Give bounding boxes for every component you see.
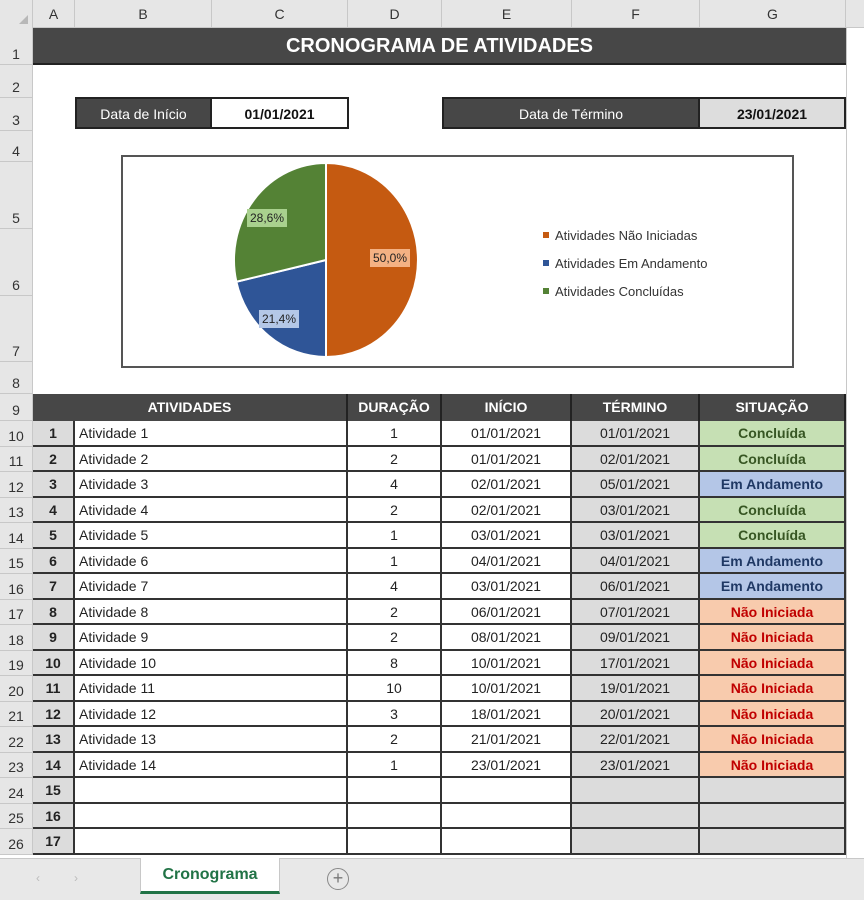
- column-header-g[interactable]: G: [700, 0, 846, 28]
- cell-ter[interactable]: 22/01/2021: [572, 727, 700, 753]
- row-header-6[interactable]: 6: [0, 229, 33, 296]
- legend-swatch-icon: [543, 260, 549, 266]
- cell-n[interactable]: 14: [33, 753, 75, 779]
- cell-ini[interactable]: 03/01/2021: [442, 523, 572, 549]
- cell-sit[interactable]: Concluída: [700, 447, 846, 473]
- row-header-17[interactable]: 17: [0, 600, 33, 626]
- cell-name[interactable]: Atividade 4: [75, 498, 348, 524]
- column-header-c[interactable]: C: [212, 0, 348, 28]
- row-header-15[interactable]: 15: [0, 549, 33, 575]
- row-header-11[interactable]: 11: [0, 447, 33, 473]
- cell-sit[interactable]: Não Iniciada: [700, 727, 846, 753]
- cell-name[interactable]: Atividade 13: [75, 727, 348, 753]
- cell-n[interactable]: 10: [33, 651, 75, 677]
- row-header-8[interactable]: 8: [0, 362, 33, 394]
- cell-name[interactable]: Atividade 5: [75, 523, 348, 549]
- column-header-d[interactable]: D: [348, 0, 442, 28]
- cell-ter[interactable]: [572, 829, 700, 855]
- cell-name[interactable]: Atividade 12: [75, 702, 348, 728]
- cell-n[interactable]: 13: [33, 727, 75, 753]
- row-header-14[interactable]: 14: [0, 523, 33, 549]
- cell-dur[interactable]: 2: [348, 447, 442, 473]
- cell-sit[interactable]: Não Iniciada: [700, 600, 846, 626]
- cell-name[interactable]: Atividade 11: [75, 676, 348, 702]
- cell-sit[interactable]: Não Iniciada: [700, 625, 846, 651]
- row-header-23[interactable]: 23: [0, 753, 33, 779]
- cell-sit[interactable]: [700, 804, 846, 830]
- cell-ini[interactable]: [442, 829, 572, 855]
- select-all-button[interactable]: [0, 0, 33, 28]
- slice-label-in-progress: 21,4%: [259, 310, 299, 328]
- cell-name[interactable]: [75, 778, 348, 804]
- cell-dur[interactable]: 1: [348, 421, 442, 447]
- cell-dur[interactable]: 1: [348, 523, 442, 549]
- cell-ini[interactable]: 10/01/2021: [442, 676, 572, 702]
- legend-swatch-icon: [543, 288, 549, 294]
- end-date-cell[interactable]: 23/01/2021: [698, 97, 846, 129]
- row-header-2[interactable]: 2: [0, 65, 33, 98]
- cell-n[interactable]: 11: [33, 676, 75, 702]
- cell-ter[interactable]: 03/01/2021: [572, 498, 700, 524]
- cell-ini[interactable]: 02/01/2021: [442, 472, 572, 498]
- cell-name[interactable]: Atividade 2: [75, 447, 348, 473]
- column-header-f[interactable]: F: [572, 0, 700, 28]
- cell-n[interactable]: 9: [33, 625, 75, 651]
- column-header-bar: [0, 0, 864, 28]
- cell-dur[interactable]: 10: [348, 676, 442, 702]
- row-header-18[interactable]: 18: [0, 625, 33, 651]
- cell-sit[interactable]: Em Andamento: [700, 472, 846, 498]
- cell-name[interactable]: Atividade 9: [75, 625, 348, 651]
- cell-sit[interactable]: Concluída: [700, 498, 846, 524]
- column-header-e[interactable]: E: [442, 0, 572, 28]
- cell-sit[interactable]: Em Andamento: [700, 549, 846, 575]
- row-header-25[interactable]: 25: [0, 804, 33, 830]
- cell-name[interactable]: Atividade 1: [75, 421, 348, 447]
- cell-n[interactable]: 6: [33, 549, 75, 575]
- row-header-22[interactable]: 22: [0, 727, 33, 753]
- row-header-7[interactable]: 7: [0, 296, 33, 362]
- cell-sit[interactable]: [700, 778, 846, 804]
- legend-item-in-progress: Atividades Em Andamento: [543, 249, 707, 277]
- cell-dur[interactable]: 4: [348, 472, 442, 498]
- cell-n[interactable]: 12: [33, 702, 75, 728]
- cell-name[interactable]: Atividade 6: [75, 549, 348, 575]
- cell-ter[interactable]: [572, 804, 700, 830]
- cell-sit[interactable]: Não Iniciada: [700, 702, 846, 728]
- cell-n[interactable]: 8: [33, 600, 75, 626]
- row-header-1[interactable]: 1: [0, 28, 33, 65]
- cell-n[interactable]: 15: [33, 778, 75, 804]
- cell-ini[interactable]: 23/01/2021: [442, 753, 572, 779]
- cell-ini[interactable]: 10/01/2021: [442, 651, 572, 677]
- row-header-4[interactable]: 4: [0, 131, 33, 162]
- cell-ini[interactable]: 18/01/2021: [442, 702, 572, 728]
- row-header-21[interactable]: 21: [0, 702, 33, 728]
- cell-ter[interactable]: 23/01/2021: [572, 753, 700, 779]
- cell-ini[interactable]: 08/01/2021: [442, 625, 572, 651]
- row-header-24[interactable]: 24: [0, 778, 33, 804]
- cell-sit[interactable]: Não Iniciada: [700, 753, 846, 779]
- cell-name[interactable]: Atividade 10: [75, 651, 348, 677]
- legend-item-not-started: Atividades Não Iniciadas: [543, 221, 707, 249]
- cell-ter[interactable]: 06/01/2021: [572, 574, 700, 600]
- cell-ini[interactable]: 03/01/2021: [442, 574, 572, 600]
- header-duracao: DURAÇÃO: [348, 394, 442, 421]
- cell-ter[interactable]: 02/01/2021: [572, 447, 700, 473]
- chart-legend: [543, 221, 707, 305]
- cell-n[interactable]: 16: [33, 804, 75, 830]
- next-sheet-icon[interactable]: ›: [74, 871, 78, 885]
- cell-dur[interactable]: 2: [348, 727, 442, 753]
- header-termino: TÉRMINO: [572, 394, 700, 421]
- cell-dur[interactable]: [348, 829, 442, 855]
- header-atividades: ATIVIDADES: [33, 394, 348, 421]
- cell-dur[interactable]: 2: [348, 498, 442, 524]
- cell-ter[interactable]: 19/01/2021: [572, 676, 700, 702]
- legend-item-completed: Atividades Concluídas: [543, 277, 707, 305]
- slice-label-completed: 28,6%: [247, 209, 287, 227]
- cell-ter[interactable]: 01/01/2021: [572, 421, 700, 447]
- cell-dur[interactable]: 1: [348, 753, 442, 779]
- add-sheet-icon[interactable]: +: [327, 868, 349, 890]
- slice-label-not-started: 50,0%: [370, 249, 410, 267]
- row-header-9[interactable]: 9: [0, 394, 33, 421]
- column-header-b[interactable]: B: [75, 0, 212, 28]
- cell-sit[interactable]: Concluída: [700, 421, 846, 447]
- row-header-3[interactable]: 3: [0, 98, 33, 131]
- end-date-label: Data de Término: [442, 97, 700, 129]
- row-header-10[interactable]: 10: [0, 421, 33, 447]
- cell-name[interactable]: Atividade 14: [75, 753, 348, 779]
- prev-sheet-icon[interactable]: ‹: [36, 871, 40, 885]
- cell-ini[interactable]: 06/01/2021: [442, 600, 572, 626]
- cell-ter[interactable]: [572, 778, 700, 804]
- cell-sit[interactable]: Não Iniciada: [700, 651, 846, 677]
- cell-name[interactable]: [75, 804, 348, 830]
- cell-name[interactable]: Atividade 7: [75, 574, 348, 600]
- cell-ini[interactable]: [442, 804, 572, 830]
- cell-ter[interactable]: 07/01/2021: [572, 600, 700, 626]
- cell-ini[interactable]: [442, 778, 572, 804]
- cell-dur[interactable]: 2: [348, 600, 442, 626]
- row-header-19[interactable]: 19: [0, 651, 33, 677]
- cell-ini[interactable]: 02/01/2021: [442, 498, 572, 524]
- cell-name[interactable]: Atividade 8: [75, 600, 348, 626]
- cell-dur[interactable]: 3: [348, 702, 442, 728]
- cell-dur[interactable]: 4: [348, 574, 442, 600]
- cell-ini[interactable]: 04/01/2021: [442, 549, 572, 575]
- cell-dur[interactable]: [348, 778, 442, 804]
- cell-n[interactable]: 17: [33, 829, 75, 855]
- row-header-26[interactable]: 26: [0, 829, 33, 855]
- tab-cronograma[interactable]: Cronograma: [140, 858, 280, 894]
- row-header-20[interactable]: 20: [0, 676, 33, 702]
- cell-name[interactable]: [75, 829, 348, 855]
- row-header-5[interactable]: 5: [0, 162, 33, 229]
- cell-n[interactable]: 1: [33, 421, 75, 447]
- cell-sit[interactable]: Em Andamento: [700, 574, 846, 600]
- cell-dur[interactable]: 1: [348, 549, 442, 575]
- cell-name[interactable]: Atividade 3: [75, 472, 348, 498]
- page-title: CRONOGRAMA DE ATIVIDADES: [33, 28, 846, 65]
- cell-ini[interactable]: 21/01/2021: [442, 727, 572, 753]
- cell-ter[interactable]: 05/01/2021: [572, 472, 700, 498]
- cell-ini[interactable]: 01/01/2021: [442, 421, 572, 447]
- row-header-16[interactable]: 16: [0, 574, 33, 600]
- header-situacao: SITUAÇÃO: [700, 394, 846, 421]
- column-header-a[interactable]: A: [33, 0, 75, 28]
- cell-sit[interactable]: [700, 829, 846, 855]
- start-date-cell[interactable]: 01/01/2021: [210, 97, 349, 129]
- cell-sit[interactable]: Não Iniciada: [700, 676, 846, 702]
- start-date-label: Data de Início: [75, 97, 212, 129]
- cell-n[interactable]: 7: [33, 574, 75, 600]
- sheet-tab-bar: [0, 858, 864, 900]
- row-header-12[interactable]: 12: [0, 472, 33, 498]
- cell-dur[interactable]: [348, 804, 442, 830]
- cell-dur[interactable]: 2: [348, 625, 442, 651]
- header-inicio: INÍCIO: [442, 394, 572, 421]
- cell-n[interactable]: 3: [33, 472, 75, 498]
- cell-n[interactable]: 2: [33, 447, 75, 473]
- right-gutter: [846, 28, 864, 858]
- cell-ter[interactable]: 17/01/2021: [572, 651, 700, 677]
- cell-ter[interactable]: 03/01/2021: [572, 523, 700, 549]
- pie-chart[interactable]: [121, 155, 794, 368]
- cell-ter[interactable]: 20/01/2021: [572, 702, 700, 728]
- legend-swatch-icon: [543, 232, 549, 238]
- cell-n[interactable]: 5: [33, 523, 75, 549]
- cell-ini[interactable]: 01/01/2021: [442, 447, 572, 473]
- cell-ter[interactable]: 04/01/2021: [572, 549, 700, 575]
- cell-sit[interactable]: Concluída: [700, 523, 846, 549]
- row-header-13[interactable]: 13: [0, 498, 33, 524]
- cell-dur[interactable]: 8: [348, 651, 442, 677]
- cell-ter[interactable]: 09/01/2021: [572, 625, 700, 651]
- cell-n[interactable]: 4: [33, 498, 75, 524]
